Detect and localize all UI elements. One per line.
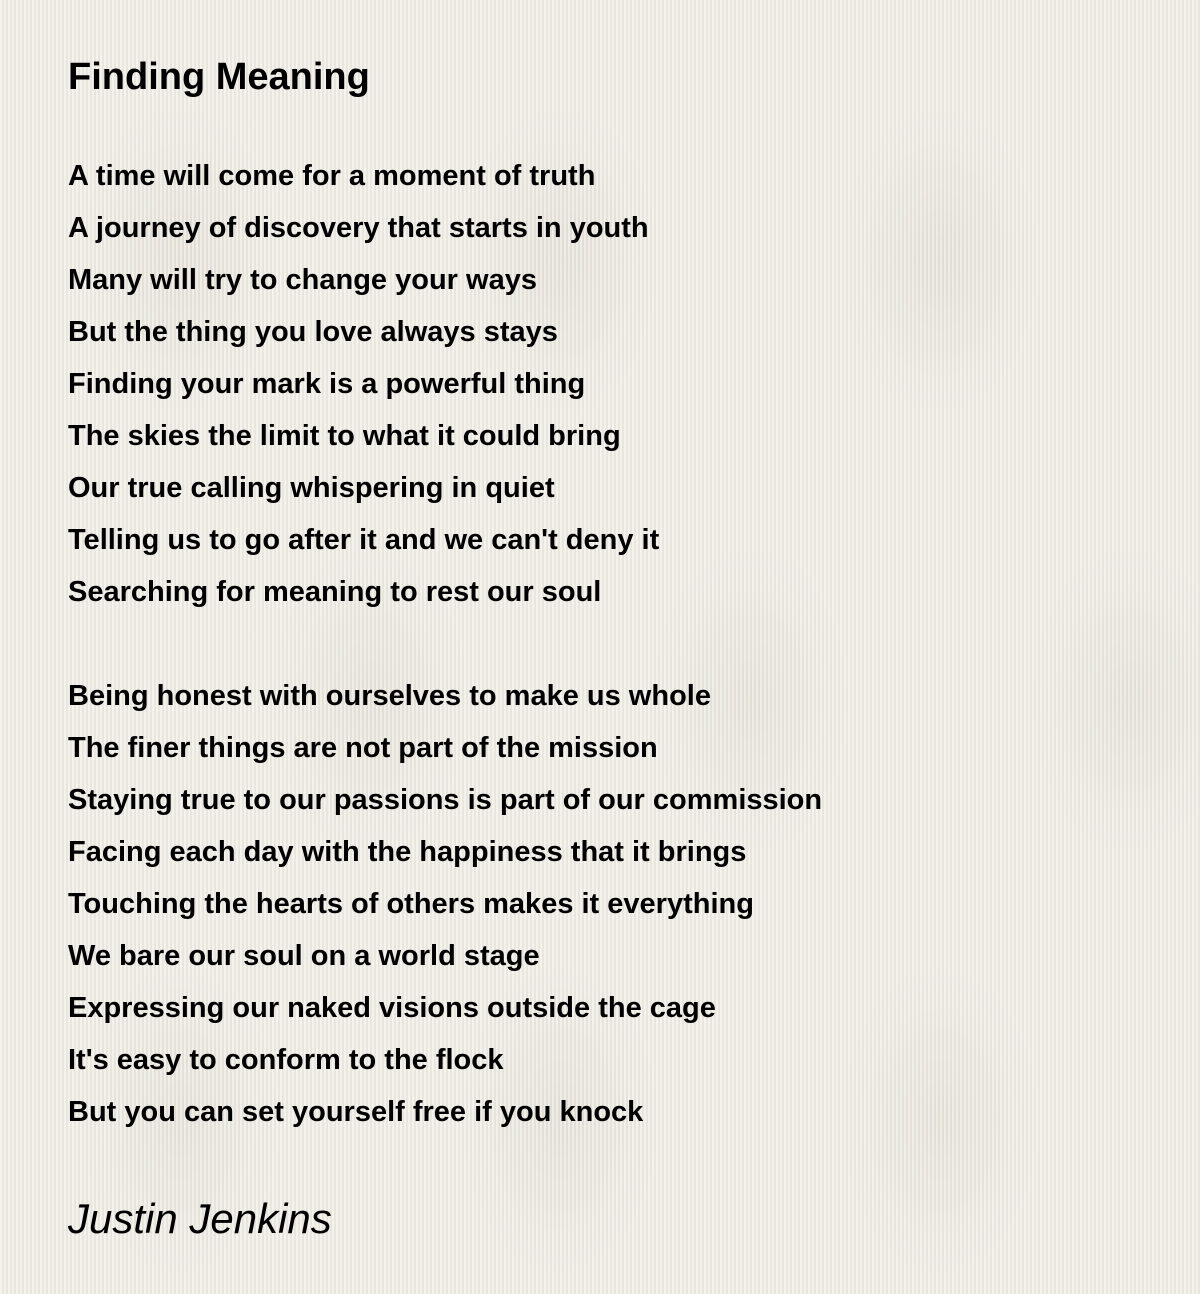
poem-line: Expressing our naked visions outside the cage bbox=[68, 992, 716, 1024]
poem-line: Touching the hearts of others makes it everything bbox=[68, 888, 754, 920]
poem-line: It's easy to conform to the flock bbox=[68, 1044, 504, 1076]
poem-author: Justin Jenkins bbox=[68, 1195, 332, 1242]
poem-line: A journey of discovery that starts in youth bbox=[68, 212, 649, 244]
poem-title: Finding Meaning bbox=[68, 56, 370, 98]
stanza-2 bbox=[68, 670, 822, 1138]
poem-line: But the thing you love always stays bbox=[68, 316, 558, 348]
poem-line: Telling us to go after it and we can't deny it bbox=[68, 524, 660, 556]
poem-line: A time will come for a moment of truth bbox=[68, 160, 596, 192]
poem-line: Being honest with ourselves to make us whole bbox=[68, 680, 711, 712]
poem-line: But you can set yourself free if you knock bbox=[68, 1096, 644, 1128]
poem-line: The skies the limit to what it could bring bbox=[68, 420, 621, 452]
poem-line: Our true calling whispering in quiet bbox=[68, 472, 555, 504]
poem-line: Finding your mark is a powerful thing bbox=[68, 368, 586, 400]
stanza-1 bbox=[68, 150, 659, 618]
poem-line: The finer things are not part of the mission bbox=[68, 732, 658, 764]
poem-line: Staying true to our passions is part of our commission bbox=[68, 784, 823, 816]
poem-line: Searching for meaning to rest our soul bbox=[68, 576, 602, 608]
poem-line: Many will try to change your ways bbox=[68, 264, 537, 296]
poem-line: Facing each day with the happiness that it brings bbox=[68, 836, 747, 868]
poem-line: We bare our soul on a world stage bbox=[68, 940, 540, 972]
